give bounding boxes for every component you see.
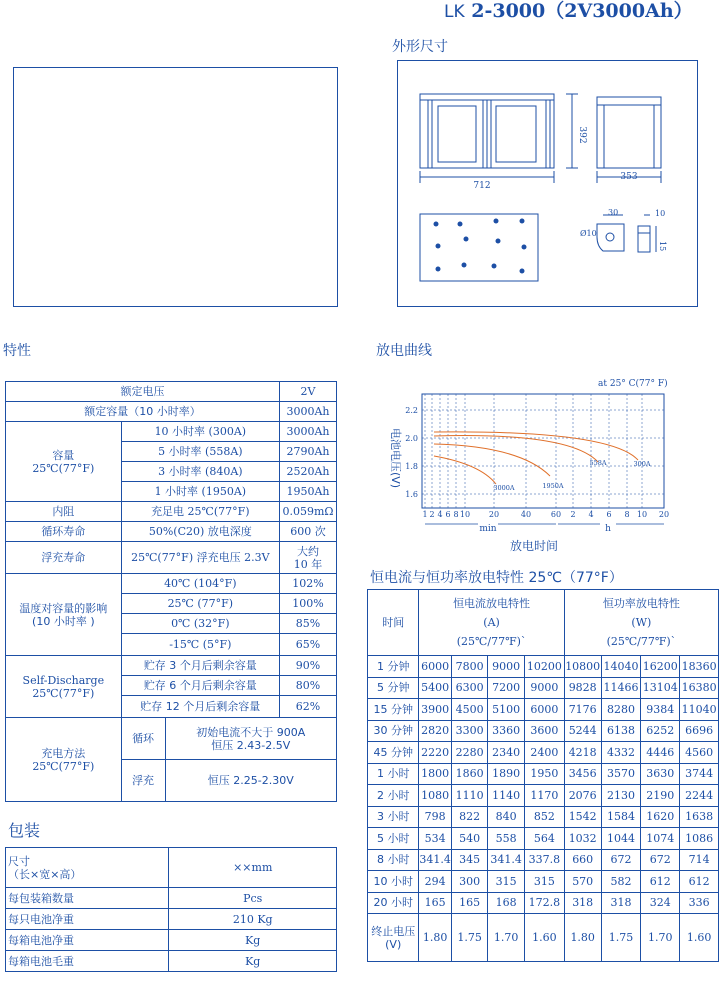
dimensions-heading: 外形尺寸 — [392, 39, 448, 55]
x-tick-label: 20 — [658, 510, 670, 519]
end-voltage-cell: 1.60 — [680, 914, 719, 962]
discharge-cell: 2820 — [419, 720, 452, 742]
packing-value: ××mm — [169, 848, 337, 888]
discharge-time: 5 小时 — [368, 828, 419, 850]
rated-voltage-value: 2V — [280, 382, 337, 402]
discharge-cell: 165 — [451, 892, 487, 914]
sd-value: 62% — [280, 696, 337, 718]
discharge-cell: 1074 — [641, 828, 680, 850]
discharge-cell: 540 — [451, 828, 487, 850]
discharge-cell: 1620 — [641, 806, 680, 828]
packing-label: 每只电池净重 — [6, 909, 169, 930]
discharge-cell: 7800 — [451, 656, 487, 678]
discharge-cell: 1044 — [601, 828, 641, 850]
end-voltage-cell: 1.70 — [488, 914, 525, 962]
discharge-time: 10 小时 — [368, 871, 419, 893]
capacity-rate: 3 小时率 (840A) — [121, 462, 279, 482]
discharge-cell: 1950 — [525, 763, 565, 785]
end-voltage-cell: 1.70 — [641, 914, 680, 962]
discharge-time: 5 分钟 — [368, 677, 419, 699]
dimension-drawing-frame — [397, 60, 698, 307]
discharge-cell: 1140 — [488, 785, 525, 807]
discharge-cell: 2280 — [451, 742, 487, 764]
discharge-time: 3 小时 — [368, 806, 419, 828]
rated-capacity-label: 额定容量（10 小时率） — [6, 402, 280, 422]
discharge-cell: 1086 — [680, 828, 719, 850]
x-tick-label: 8 — [453, 510, 459, 519]
discharge-cell: 337.8 — [525, 849, 565, 871]
discharge-cell: 10200 — [525, 656, 565, 678]
discharge-cell: 300 — [451, 871, 487, 893]
float-mode-label: 浮充 — [121, 760, 165, 802]
y-tick-label: 2.0 — [405, 434, 418, 443]
dim-height: 392 — [577, 126, 587, 144]
float-life-cond: 25℃(77°F) 浮充电压 2.3V — [121, 542, 279, 574]
discharge-cell: 345 — [451, 849, 487, 871]
discharge-cell: 7176 — [564, 699, 601, 721]
discharge-row — [368, 720, 719, 742]
x-tick-label: 6 — [606, 510, 612, 519]
cycle-life-value: 600 次 — [280, 522, 337, 542]
discharge-cell: 315 — [488, 871, 525, 893]
dim-width: 353 — [620, 172, 638, 182]
discharge-cell: 660 — [564, 849, 601, 871]
discharge-cell: 570 — [564, 871, 601, 893]
x-unit-min: min — [479, 524, 497, 534]
discharge-cell: 6000 — [419, 656, 452, 678]
discharge-cell: 564 — [525, 828, 565, 850]
discharge-cell: 18360 — [680, 656, 719, 678]
temp-cond: -15℃ (5°F) — [121, 634, 279, 656]
discharge-cell: 8280 — [601, 699, 641, 721]
packing-value: 210 Kg — [169, 909, 337, 930]
discharge-cell: 9828 — [564, 677, 601, 699]
capacity-label: 容量 25℃(77°F) — [6, 422, 122, 502]
discharge-table — [367, 589, 719, 962]
discharge-cell: 318 — [564, 892, 601, 914]
capacity-rate: 10 小时率 (300A) — [121, 422, 279, 442]
discharge-cell: 1638 — [680, 806, 719, 828]
discharge-time: 30 分钟 — [368, 720, 419, 742]
discharge-time: 45 分钟 — [368, 742, 419, 764]
discharge-cell: 3360 — [488, 720, 525, 742]
discharge-row — [368, 871, 719, 893]
cycle-life-cond: 50%(C20) 放电深度 — [121, 522, 279, 542]
resistance-cond: 充足电 25℃(77°F) — [121, 502, 279, 522]
discharge-cell: 798 — [419, 806, 452, 828]
discharge-cell: 9384 — [641, 699, 680, 721]
discharge-row — [368, 699, 719, 721]
discharge-cell: 612 — [680, 871, 719, 893]
discharge-time: 1 分钟 — [368, 656, 419, 678]
characteristics-heading: 特性 — [3, 343, 31, 359]
end-voltage-row — [368, 914, 719, 962]
discharge-cell: 5100 — [488, 699, 525, 721]
discharge-cell: 852 — [525, 806, 565, 828]
const-discharge-heading: 恒电流与恒功率放电特性 25℃（77°F） — [370, 570, 623, 586]
discharge-cell: 6000 — [525, 699, 565, 721]
end-voltage-cell: 1.75 — [451, 914, 487, 962]
discharge-cell: 13104 — [641, 677, 680, 699]
series-label: 558A — [589, 459, 607, 467]
discharge-cell: 294 — [419, 871, 452, 893]
discharge-cell: 612 — [641, 871, 680, 893]
temp-cond: 40℃ (104°F) — [121, 574, 279, 594]
discharge-curve-chart — [370, 372, 690, 562]
sd-cond: 贮存 6 个月后剩余容量 — [121, 676, 279, 696]
y-tick-label: 2.2 — [405, 406, 418, 415]
dim-15: 15 — [658, 241, 667, 252]
sd-cond: 贮存 3 个月后剩余容量 — [121, 656, 279, 676]
discharge-cell: 1110 — [451, 785, 487, 807]
page-title — [444, 0, 693, 23]
discharge-time: 8 小时 — [368, 849, 419, 871]
discharge-cell: 315 — [525, 871, 565, 893]
discharge-cell: 2130 — [601, 785, 641, 807]
discharge-row — [368, 892, 719, 914]
series-label: 1950A — [542, 482, 564, 490]
time-header: 时间 — [368, 590, 419, 656]
discharge-row — [368, 677, 719, 699]
discharge-cell: 11466 — [601, 677, 641, 699]
discharge-cell: 534 — [419, 828, 452, 850]
discharge-time: 20 小时 — [368, 892, 419, 914]
temp-value: 100% — [280, 594, 337, 614]
discharge-cell: 14040 — [601, 656, 641, 678]
discharge-cell: 341.4 — [419, 849, 452, 871]
x-tick-label: 1 — [422, 510, 428, 519]
discharge-cell: 3300 — [451, 720, 487, 742]
discharge-cell: 1170 — [525, 785, 565, 807]
discharge-cell: 2190 — [641, 785, 680, 807]
sd-value: 90% — [280, 656, 337, 676]
x-tick-label: 8 — [624, 510, 630, 519]
discharge-cell: 840 — [488, 806, 525, 828]
discharge-cell: 5400 — [419, 677, 452, 699]
temp-cond: 0℃ (32°F) — [121, 614, 279, 634]
discharge-cell: 11040 — [680, 699, 719, 721]
discharge-cell: 1800 — [419, 763, 452, 785]
series-line — [434, 436, 598, 462]
discharge-cell: 1080 — [419, 785, 452, 807]
cycle-mode-value: 初始电流不大于 900A 恒压 2.43-2.5V — [165, 718, 337, 760]
discharge-cell: 4500 — [451, 699, 487, 721]
discharge-cell: 5244 — [564, 720, 601, 742]
capacity-value: 1950Ah — [280, 482, 337, 502]
discharge-cell: 6300 — [451, 677, 487, 699]
series-label: 300A — [633, 460, 651, 468]
resistance-value: 0.059mΩ — [280, 502, 337, 522]
discharge-cell: 2244 — [680, 785, 719, 807]
x-unit-h: h — [605, 524, 611, 534]
discharge-cell: 168 — [488, 892, 525, 914]
discharge-cell: 2220 — [419, 742, 452, 764]
chart-xlabel: 放电时间 — [509, 539, 559, 553]
charge-method-label: 充电方法 25℃(77°F) — [6, 718, 122, 802]
discharge-cell: 2400 — [525, 742, 565, 764]
float-life-value: 大约 10 年 — [280, 542, 337, 574]
discharge-cell: 822 — [451, 806, 487, 828]
capacity-value: 2520Ah — [280, 462, 337, 482]
packing-label: 每箱电池毛重 — [6, 951, 169, 972]
discharge-row — [368, 849, 719, 871]
y-tick-label: 1.8 — [405, 462, 418, 471]
discharge-cell: 4560 — [680, 742, 719, 764]
end-voltage-cell: 1.75 — [601, 914, 641, 962]
x-tick-label: 4 — [437, 510, 443, 519]
packing-value: Kg — [169, 951, 337, 972]
discharge-cell: 672 — [641, 849, 680, 871]
dim-10: 10 — [655, 209, 666, 218]
discharge-cell: 2076 — [564, 785, 601, 807]
x-tick-label: 10 — [636, 510, 648, 519]
discharge-time: 15 分钟 — [368, 699, 419, 721]
discharge-cell: 2340 — [488, 742, 525, 764]
discharge-row — [368, 806, 719, 828]
y-tick-label: 1.6 — [405, 490, 418, 499]
discharge-cell: 6138 — [601, 720, 641, 742]
temp-value: 102% — [280, 574, 337, 594]
cycle-life-label: 循环寿命 — [6, 522, 122, 542]
resistance-label: 内阻 — [6, 502, 122, 522]
packing-value: Pcs — [169, 888, 337, 909]
discharge-cell: 6252 — [641, 720, 680, 742]
temp-cond: 25℃ (77°F) — [121, 594, 279, 614]
dim-length: 712 — [473, 181, 491, 191]
float-life-label: 浮充寿命 — [6, 542, 122, 574]
discharge-cell: 1584 — [601, 806, 641, 828]
discharge-time: 1 小时 — [368, 763, 419, 785]
discharge-row — [368, 828, 719, 850]
self-discharge-label: Self-Discharge 25℃(77°F) — [6, 656, 122, 718]
chart-annotation: at 25° C(77° F) — [598, 379, 668, 389]
temp-effect-label: 温度对容量的影响 (10 小时率 ) — [6, 574, 122, 656]
discharge-cell: 165 — [419, 892, 452, 914]
discharge-cell: 7200 — [488, 677, 525, 699]
dim-30: 30 — [608, 208, 619, 217]
discharge-row — [368, 785, 719, 807]
chart-ylabel: 电池电压(V) — [389, 427, 402, 489]
x-tick-label: 4 — [588, 510, 594, 519]
discharge-cell: 4332 — [601, 742, 641, 764]
discharge-cell: 10800 — [564, 656, 601, 678]
rated-capacity-value: 3000Ah — [280, 402, 337, 422]
x-tick-label: 2 — [570, 510, 576, 519]
packing-value: Kg — [169, 930, 337, 951]
capacity-rate: 1 小时率 (1950A) — [121, 482, 279, 502]
end-voltage-cell: 1.60 — [525, 914, 565, 962]
cp-header: 恒功率放电特性 (W) (25℃/77℉)` — [564, 590, 718, 656]
discharge-cell: 3600 — [525, 720, 565, 742]
capacity-value: 3000Ah — [280, 422, 337, 442]
discharge-row — [368, 742, 719, 764]
rated-voltage-label: 额定电压 — [6, 382, 280, 402]
discharge-cell: 324 — [641, 892, 680, 914]
packing-label: 尺寸 （长×宽×高） — [6, 848, 169, 888]
end-voltage-cell: 1.80 — [564, 914, 601, 962]
discharge-cell: 9000 — [488, 656, 525, 678]
end-voltage-label: 终止电压 (V) — [368, 914, 419, 962]
packing-table — [5, 847, 337, 972]
discharge-cell: 3630 — [641, 763, 680, 785]
discharge-cell: 1860 — [451, 763, 487, 785]
discharge-cell: 16380 — [680, 677, 719, 699]
discharge-cell: 672 — [601, 849, 641, 871]
discharge-cell: 714 — [680, 849, 719, 871]
title-prefix: LK — [444, 2, 465, 22]
x-tick-label: 10 — [459, 510, 471, 519]
packing-label: 每箱电池净重 — [6, 930, 169, 951]
discharge-cell: 1032 — [564, 828, 601, 850]
discharge-cell: 3900 — [419, 699, 452, 721]
discharge-cell: 341.4 — [488, 849, 525, 871]
discharge-cell: 6696 — [680, 720, 719, 742]
end-voltage-cell: 1.80 — [419, 914, 452, 962]
discharge-curve-heading: 放电曲线 — [376, 343, 432, 359]
discharge-cell: 3744 — [680, 763, 719, 785]
float-mode-value: 恒压 2.25-2.30V — [165, 760, 337, 802]
x-tick-label: 6 — [445, 510, 451, 519]
discharge-cell: 3456 — [564, 763, 601, 785]
product-photo-frame — [13, 67, 338, 307]
discharge-time: 2 小时 — [368, 785, 419, 807]
capacity-rate: 5 小时率 (558A) — [121, 442, 279, 462]
discharge-cell: 1542 — [564, 806, 601, 828]
packing-heading: 包装 — [8, 821, 41, 840]
chart-plot-area — [422, 394, 664, 508]
discharge-cell: 172.8 — [525, 892, 565, 914]
discharge-cell: 4446 — [641, 742, 680, 764]
temp-value: 65% — [280, 634, 337, 656]
title-model: 2-3000（2V3000Ah） — [471, 0, 693, 22]
x-tick-label: 2 — [429, 510, 435, 519]
discharge-row — [368, 656, 719, 678]
dimension-drawing — [398, 61, 697, 306]
discharge-cell: 9000 — [525, 677, 565, 699]
discharge-row — [368, 763, 719, 785]
packing-label: 每包装箱数量 — [6, 888, 169, 909]
terminal-marks — [434, 219, 527, 274]
cycle-mode-label: 循环 — [121, 718, 165, 760]
capacity-value: 2790Ah — [280, 442, 337, 462]
dim-phi: Ø10 — [580, 229, 597, 238]
discharge-cell: 16200 — [641, 656, 680, 678]
x-tick-label: 40 — [520, 510, 532, 519]
discharge-cell: 3570 — [601, 763, 641, 785]
discharge-cell: 336 — [680, 892, 719, 914]
sd-cond: 贮存 12 个月后剩余容量 — [121, 696, 279, 718]
series-label: 3000A — [493, 484, 515, 492]
specs-table — [5, 381, 337, 802]
discharge-cell: 558 — [488, 828, 525, 850]
discharge-cell: 582 — [601, 871, 641, 893]
sd-value: 80% — [280, 676, 337, 696]
discharge-cell: 4218 — [564, 742, 601, 764]
cc-header: 恒电流放电特性 (A) (25℃/77℉)` — [419, 590, 564, 656]
x-tick-label: 60 — [550, 510, 562, 519]
discharge-cell: 1890 — [488, 763, 525, 785]
temp-value: 85% — [280, 614, 337, 634]
x-tick-label: 20 — [488, 510, 500, 519]
discharge-cell: 318 — [601, 892, 641, 914]
